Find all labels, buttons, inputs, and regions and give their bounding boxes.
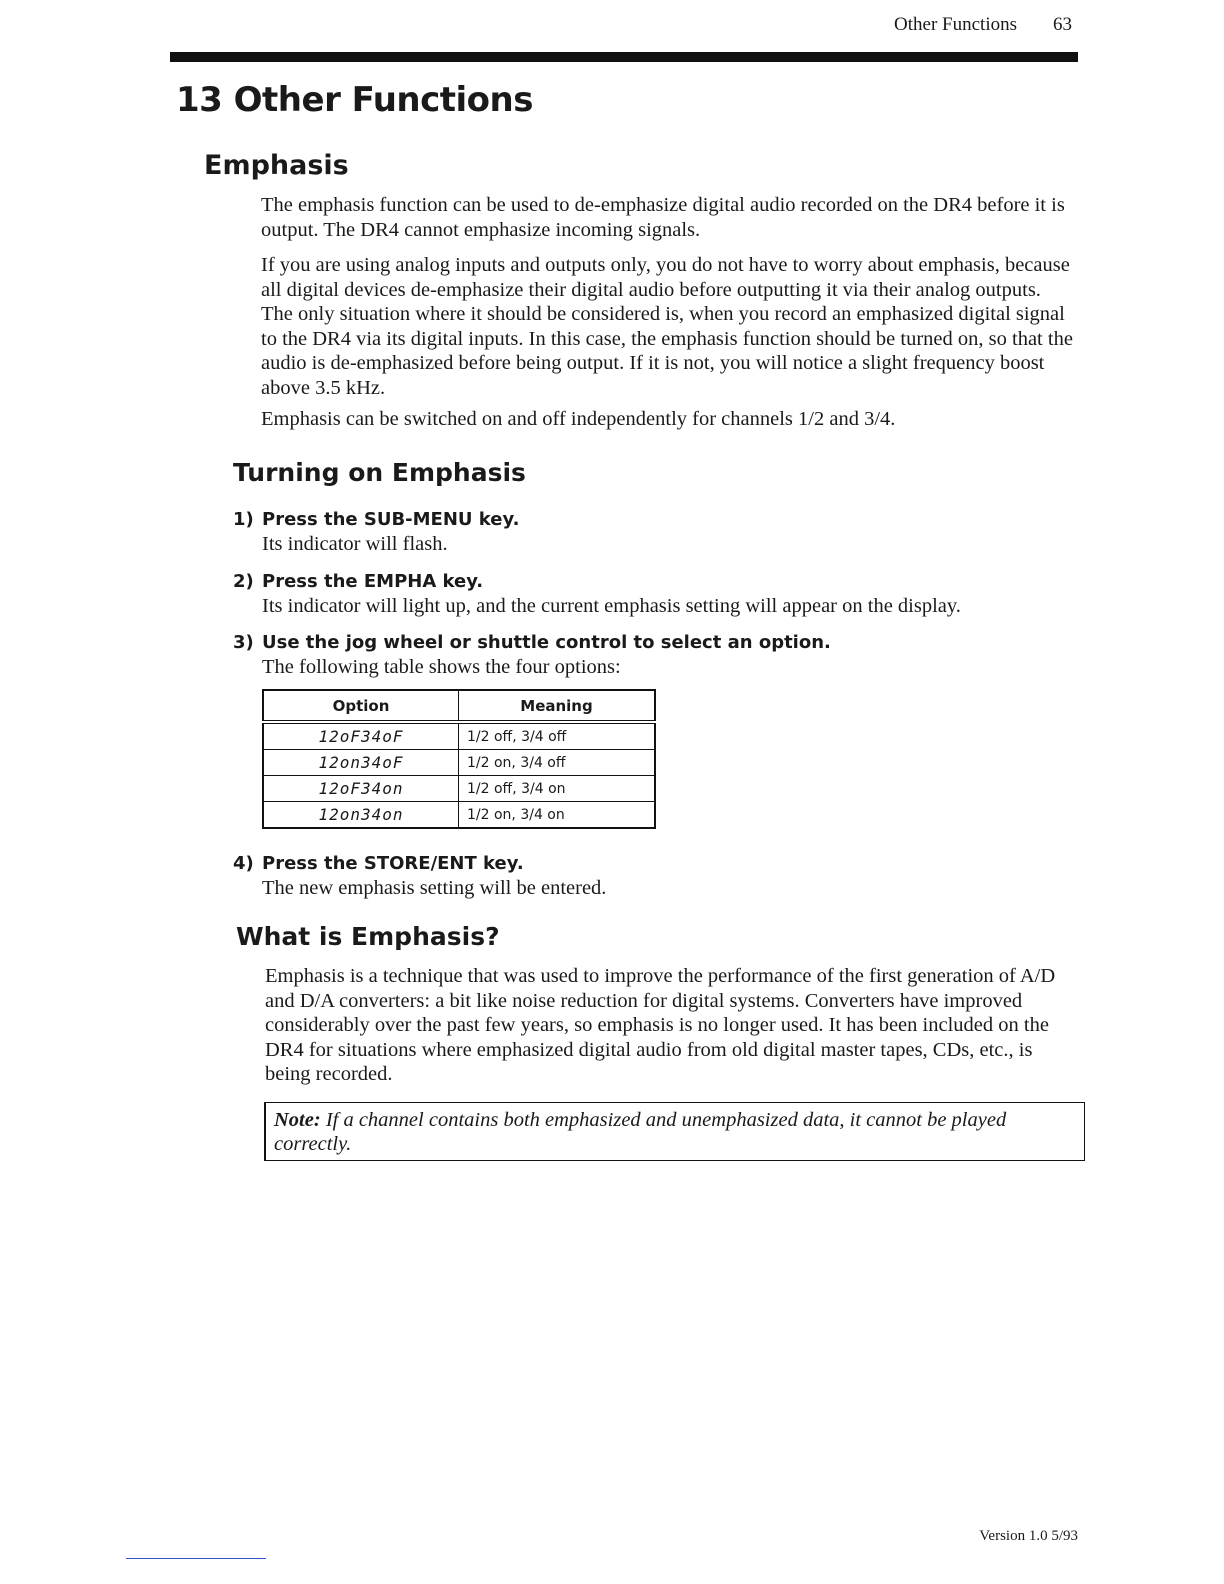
chapter-title: 13 Other Functions xyxy=(176,80,533,120)
intro-paragraph: The emphasis function can be used to de-emphasize digital audio recorded on the DR4 before it is output. The DR4 cannot emphasize incoming signals. xyxy=(261,194,1065,241)
step-action: Use the jog wheel or shuttle control to select an option. xyxy=(262,632,831,653)
table-header-meaning: Meaning xyxy=(459,690,656,722)
section-title: Emphasis xyxy=(204,150,349,181)
intro-paragraph: Emphasis can be switched on and off independently for channels 1/2 and 3/4. xyxy=(261,408,896,430)
step-detail: The following table shows the four options: xyxy=(262,656,621,678)
step-1 xyxy=(233,508,1073,556)
table-row xyxy=(263,776,655,802)
step-2 xyxy=(233,570,1073,618)
intro-paragraph: If you are using analog inputs and outputs only, you do not have to worry about emphasis, because all digital devices de-emphasize their digital audio before outputting it via their analog outputs. The only situation where it should be considered is, when you record an emphasized digital signal to the DR4 via its digital inputs. In this case, the emphasis function should be turned on, so that the audio is de-emphasized before being output. If it is not, you will notice a slight frequency boost above 3.5 kHz. xyxy=(261,254,1073,399)
option-display-code: 12oF34on xyxy=(263,776,459,802)
step-number: 1) xyxy=(233,509,254,530)
what-is-paragraph: Emphasis is a technique that was used to improve the performance of the first generation of A/D and D/A converters: a bit like noise reduction for digital systems. Converters have improved considerably over the past few years, so emphasis is no longer used. It has been included on the DR4 for situations where emphasized digital audio from old digital master tapes, CDs, etc., is being recorded. xyxy=(265,965,1056,1086)
emphasis-options-table xyxy=(262,689,656,829)
option-meaning: 1/2 on, 3/4 off xyxy=(459,750,656,776)
subsection-title-what-is: What is Emphasis? xyxy=(236,922,500,951)
step-action: Press the EMPHA key. xyxy=(262,571,484,592)
header-section-name: Other Functions xyxy=(894,14,1017,35)
note-text: If a channel contains both emphasized and unemphasized data, it cannot be played correctly. xyxy=(274,1109,1007,1155)
table-row xyxy=(263,750,655,776)
step-number: 2) xyxy=(233,571,254,592)
step-number: 4) xyxy=(233,853,254,874)
header-rule xyxy=(170,52,1078,62)
table-row xyxy=(263,722,655,750)
option-display-code: 12on34on xyxy=(263,802,459,829)
note-box xyxy=(264,1102,1085,1161)
option-meaning: 1/2 off, 3/4 off xyxy=(459,722,656,750)
step-detail: Its indicator will flash. xyxy=(262,533,448,555)
option-meaning: 1/2 on, 3/4 on xyxy=(459,802,656,829)
table-header-option: Option xyxy=(263,690,459,722)
step-action: Press the STORE/ENT key. xyxy=(262,853,524,874)
option-display-code: 12on34oF xyxy=(263,750,459,776)
note-label: Note: xyxy=(274,1109,321,1131)
running-header xyxy=(894,14,1072,36)
option-meaning: 1/2 off, 3/4 on xyxy=(459,776,656,802)
step-detail: The new emphasis setting will be entered. xyxy=(262,877,607,899)
step-detail: Its indicator will light up, and the current emphasis setting will appear on the display. xyxy=(262,595,961,617)
step-action: Press the SUB-MENU key. xyxy=(262,509,520,530)
step-number: 3) xyxy=(233,632,254,653)
step-3 xyxy=(233,631,1073,679)
step-4 xyxy=(233,852,1073,900)
footer-version: Version 1.0 5/93 xyxy=(979,1528,1078,1544)
page-number: 63 xyxy=(1053,14,1072,35)
option-display-code: 12oF34oF xyxy=(263,722,459,750)
subsection-title-turning-on: Turning on Emphasis xyxy=(233,458,526,487)
footer-rule xyxy=(126,1558,266,1559)
table-row xyxy=(263,802,655,829)
